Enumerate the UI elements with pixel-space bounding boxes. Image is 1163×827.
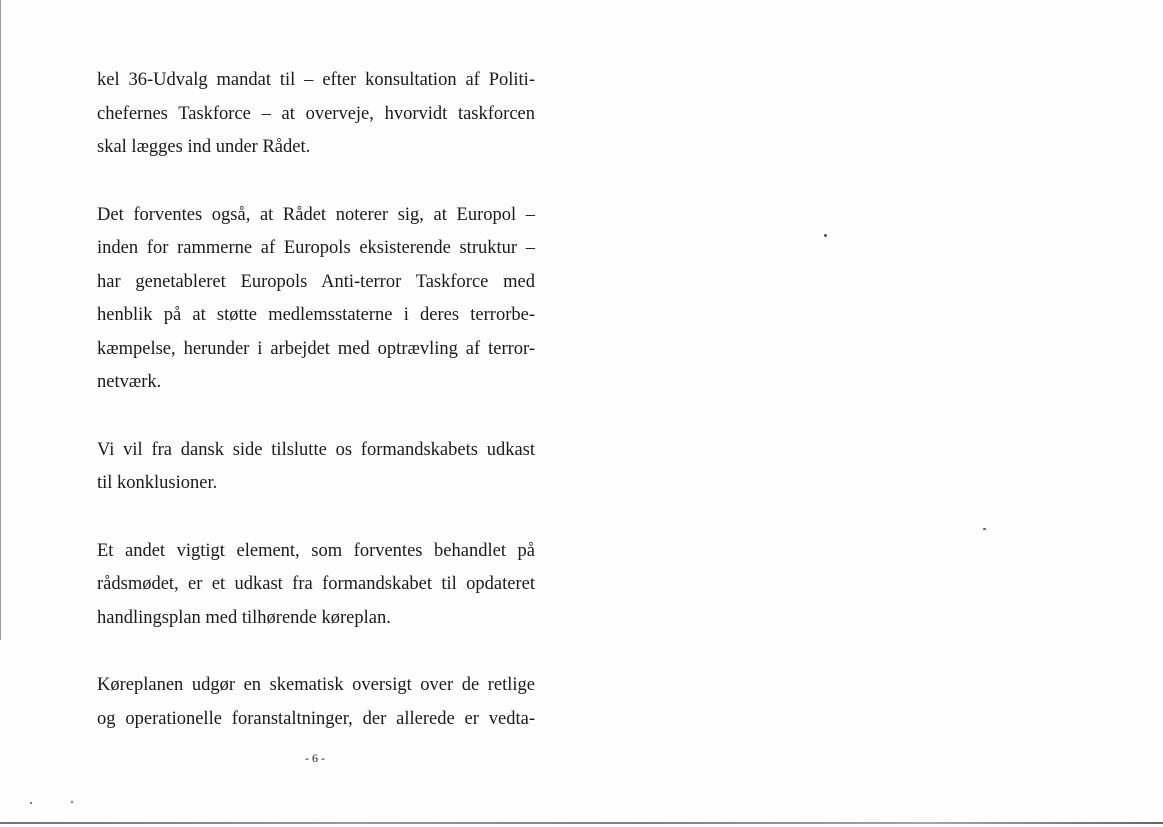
scan-speck [71,801,73,803]
page-number: - 6 - [305,751,325,765]
body-text [97,66,535,772]
scan-bottom-edge [0,822,1163,824]
text-line: kæmpelse, herunder i arbejdet med optrævling af terror- [97,338,535,359]
text-line: henblik på at støtte medlemsstaterne i deres terrorbe- [97,305,535,325]
paragraph-3 [97,436,535,503]
paragraph-5 [97,671,535,738]
text-line: kel 36-Udvalg mandat til – efter konsultation af Politi- [97,70,535,90]
text-line: chefernes Taskforce – at overveje, hvorvidt taskforcen [97,103,535,124]
text-line: og operationelle foranstaltninger, der allerede er vedta- [97,708,535,729]
paragraph-1 [97,66,535,167]
text-line: skal lægges ind under Rådet. [97,137,311,157]
text-line: til konklusioner. [97,473,218,493]
scan-speck [983,528,986,530]
text-line: Køreplanen udgør en skematisk oversigt over de retlige [97,675,535,695]
scan-left-edge [0,0,1,640]
text-line: rådsmødet, er et udkast fra formandskabet til opdateret [97,574,535,594]
text-line: Et andet vigtigt element, som forventes behandlet på [97,540,535,561]
paragraph-2 [97,201,535,402]
scan-speck [824,234,827,237]
text-line: inden for rammerne af Europols eksisterende struktur – [97,238,535,258]
text-line: har genetableret Europols Anti-terror Taskforce med [97,271,535,292]
text-line: Det forventes også, at Rådet noterer sig, at Europol – [97,204,535,225]
text-line: netværk. [97,372,162,392]
text-line: handlingsplan med tilhørende køreplan. [97,607,391,628]
paragraph-4 [97,537,535,638]
text-line: Vi vil fra dansk side tilslutte os formandskabets udkast [97,439,535,460]
scan-speck [30,802,32,804]
